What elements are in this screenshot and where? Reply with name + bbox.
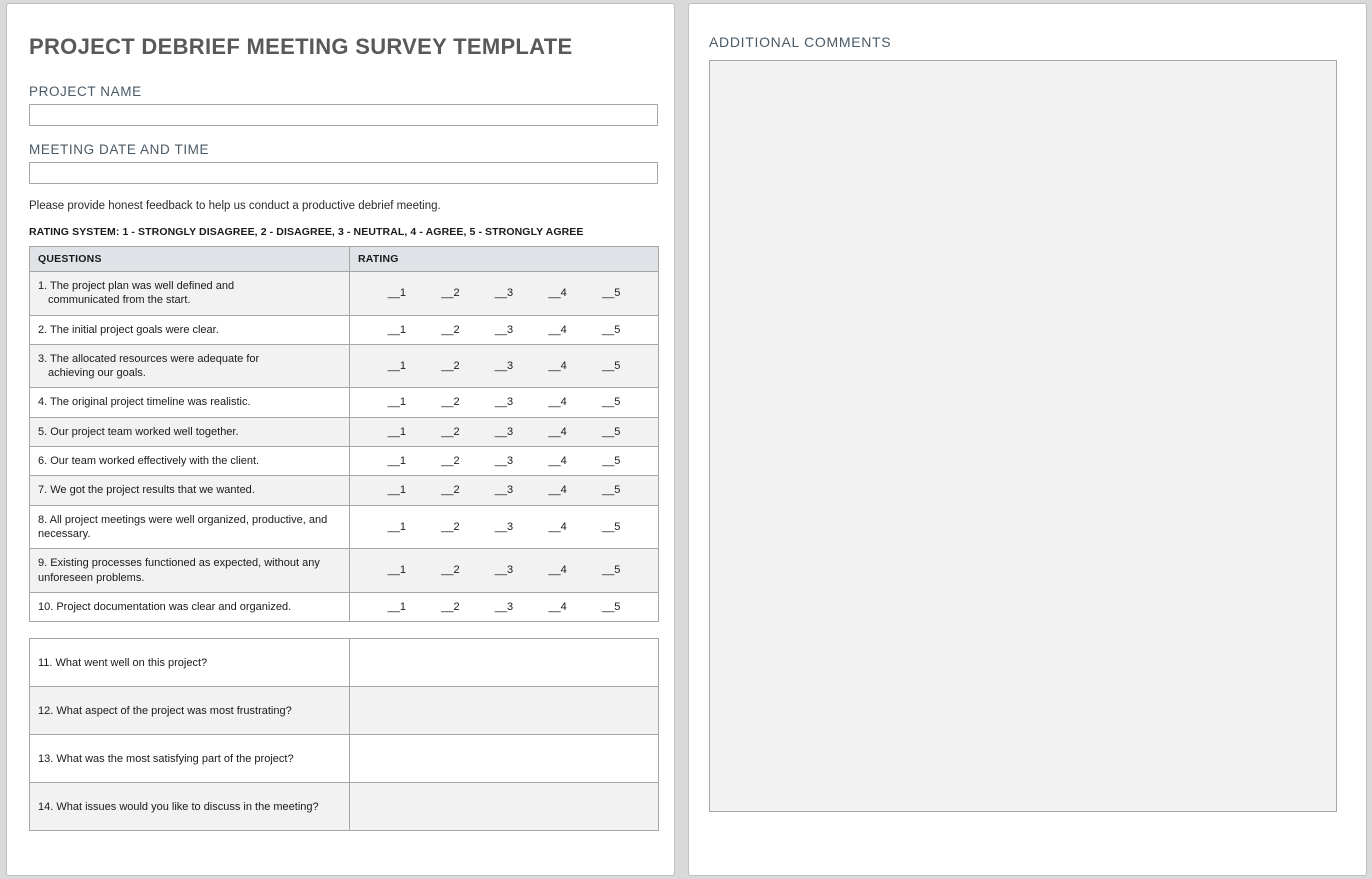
open-question-label: 12. What aspect of the project was most frustrating?: [30, 687, 350, 735]
question-cell: 3. The allocated resources were adequate for achieving our goals.: [30, 344, 350, 388]
rating-option-2[interactable]: __2: [441, 484, 460, 497]
rating-option-2[interactable]: __2: [441, 520, 460, 533]
rating-option-4[interactable]: __4: [548, 287, 567, 300]
table-row: [30, 447, 659, 476]
table-row: [30, 272, 659, 316]
project-name-input[interactable]: [29, 104, 658, 126]
rating-option-3[interactable]: __3: [494, 396, 514, 409]
rating-option-4[interactable]: __4: [548, 455, 567, 468]
rating-cell[interactable]: [350, 549, 659, 593]
rating-cell[interactable]: [350, 476, 659, 505]
rating-option-2[interactable]: __2: [441, 323, 460, 336]
rating-option-5[interactable]: __5: [601, 396, 621, 409]
rating-option-1[interactable]: __1: [387, 287, 406, 300]
open-question-label: 14. What issues would you like to discuss in the meeting?: [30, 783, 350, 831]
rating-system-legend: RATING SYSTEM: 1 - STRONGLY DISAGREE, 2 - DISAGREE, 3 - NEUTRAL, 4 - AGREE, 5 - STRONGLY AGREE: [29, 226, 584, 238]
comments-panel: [688, 3, 1367, 876]
rating-option-1[interactable]: __1: [387, 564, 406, 577]
question-cell: 9. Existing processes functioned as expected, without any unforeseen problems.: [30, 549, 350, 593]
question-cell: 6. Our team worked effectively with the client.: [30, 447, 350, 476]
rating-option-3[interactable]: __3: [494, 600, 514, 613]
rating-option-1[interactable]: __1: [387, 484, 406, 497]
rating-option-3[interactable]: __3: [494, 564, 514, 577]
rating-cell[interactable]: [350, 592, 659, 621]
rating-option-3[interactable]: __3: [494, 455, 514, 468]
rating-option-5[interactable]: __5: [601, 600, 621, 613]
rating-option-1[interactable]: __1: [387, 323, 406, 336]
rating-option-5[interactable]: __5: [601, 455, 621, 468]
open-question-row: [30, 783, 659, 831]
project-name-label: PROJECT NAME: [29, 84, 142, 99]
rating-cell[interactable]: [350, 388, 659, 417]
table-row: [30, 417, 659, 446]
open-question-row: [30, 639, 659, 687]
question-cell: 8. All project meetings were well organized, productive, and necessary.: [30, 505, 350, 549]
rating-cell[interactable]: [350, 272, 659, 316]
question-cell: 4. The original project timeline was realistic.: [30, 388, 350, 417]
rating-option-4[interactable]: __4: [548, 484, 567, 497]
rating-option-3[interactable]: __3: [494, 360, 514, 373]
header-questions: QUESTIONS: [30, 247, 350, 272]
open-question-answer[interactable]: [350, 783, 659, 831]
rating-option-3[interactable]: __3: [494, 484, 514, 497]
table-row: [30, 315, 659, 344]
open-question-row: [30, 687, 659, 735]
intro-text: Please provide honest feedback to help us conduct a productive debrief meeting.: [29, 200, 441, 212]
rating-option-4[interactable]: __4: [548, 323, 567, 336]
table-row: [30, 549, 659, 593]
meeting-date-input[interactable]: [29, 162, 658, 184]
rating-table: [29, 246, 659, 622]
table-row: [30, 344, 659, 388]
rating-option-5[interactable]: __5: [601, 323, 621, 336]
question-cell: 2. The initial project goals were clear.: [30, 315, 350, 344]
rating-cell[interactable]: [350, 315, 659, 344]
open-question-answer[interactable]: [350, 687, 659, 735]
page-title: PROJECT DEBRIEF MEETING SURVEY TEMPLATE: [29, 34, 573, 59]
rating-option-2[interactable]: __2: [441, 455, 460, 468]
rating-option-2[interactable]: __2: [441, 600, 460, 613]
additional-comments-label: ADDITIONAL COMMENTS: [709, 34, 892, 50]
rating-option-2[interactable]: __2: [441, 425, 460, 438]
header-rating: RATING: [350, 247, 659, 272]
rating-option-1[interactable]: __1: [387, 520, 406, 533]
question-cell: 10. Project documentation was clear and organized.: [30, 592, 350, 621]
table-row: [30, 592, 659, 621]
rating-option-4[interactable]: __4: [548, 396, 567, 409]
rating-option-5[interactable]: __5: [601, 484, 621, 497]
rating-option-5[interactable]: __5: [601, 360, 621, 373]
rating-option-3[interactable]: __3: [494, 323, 514, 336]
rating-option-3[interactable]: __3: [494, 287, 514, 300]
rating-option-1[interactable]: __1: [387, 360, 406, 373]
open-question-answer[interactable]: [350, 735, 659, 783]
table-row: [30, 388, 659, 417]
open-question-label: 13. What was the most satisfying part of the project?: [30, 735, 350, 783]
table-row: [30, 505, 659, 549]
rating-cell[interactable]: [350, 417, 659, 446]
open-question-label: 11. What went well on this project?: [30, 639, 350, 687]
question-cell: 1. The project plan was well defined and communicated from the start.: [30, 272, 350, 316]
survey-panel: [6, 3, 675, 876]
rating-option-3[interactable]: __3: [494, 425, 514, 438]
rating-option-3[interactable]: __3: [494, 520, 514, 533]
open-questions-table: [29, 638, 659, 831]
rating-option-5[interactable]: __5: [601, 564, 621, 577]
rating-option-4[interactable]: __4: [548, 600, 567, 613]
question-cell: 7. We got the project results that we wanted.: [30, 476, 350, 505]
meeting-date-label: MEETING DATE AND TIME: [29, 142, 210, 157]
rating-option-4[interactable]: __4: [548, 564, 567, 577]
rating-cell[interactable]: [350, 505, 659, 549]
rating-option-2[interactable]: __2: [441, 564, 460, 577]
rating-option-5[interactable]: __5: [601, 287, 621, 300]
rating-cell[interactable]: [350, 344, 659, 388]
rating-option-4[interactable]: __4: [548, 520, 567, 533]
open-question-answer[interactable]: [350, 639, 659, 687]
rating-option-2[interactable]: __2: [441, 287, 460, 300]
table-row: [30, 476, 659, 505]
rating-option-1[interactable]: __1: [387, 396, 406, 409]
rating-option-1[interactable]: __1: [387, 600, 406, 613]
rating-option-2[interactable]: __2: [441, 396, 460, 409]
question-cell: 5. Our project team worked well together.: [30, 417, 350, 446]
open-question-row: [30, 735, 659, 783]
rating-option-5[interactable]: __5: [601, 520, 621, 533]
rating-option-1[interactable]: __1: [387, 455, 406, 468]
rating-option-1[interactable]: __1: [387, 425, 406, 438]
rating-option-5[interactable]: __5: [601, 425, 621, 438]
rating-option-2[interactable]: __2: [441, 360, 460, 373]
rating-option-4[interactable]: __4: [548, 360, 567, 373]
rating-cell[interactable]: [350, 447, 659, 476]
table-header-row: [30, 247, 659, 272]
rating-option-4[interactable]: __4: [548, 425, 567, 438]
additional-comments-textarea[interactable]: [709, 60, 1337, 812]
